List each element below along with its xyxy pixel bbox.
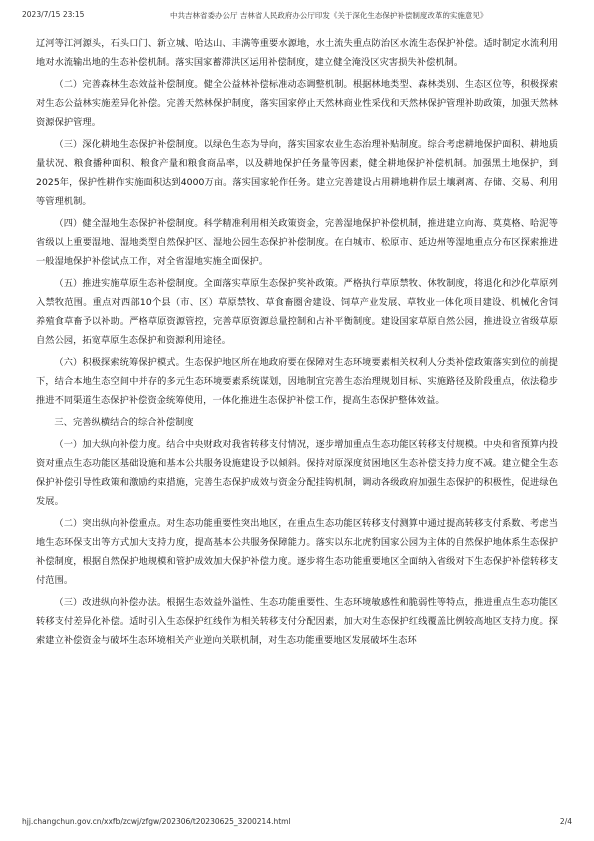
print-page-title: 中共吉林省委办公厅 吉林省人民政府办公厅印发《关于深化生态保护补偿制度改革的实施意见》 <box>170 11 488 20</box>
print-url: hjj.changchun.gov.cn/xxfb/zcwj/zfgw/202306/t20230625_3200214.html <box>22 817 291 826</box>
paragraph-vertical-focus: （二）突出纵向补偿重点。对生态功能重要性突出地区，在重点生态功能区转移支付测算中通过提高转移支付系数、考虑当地生态环保支出等方式加大支持力度，提高基本公共服务保障能力。落实以东北虎豹国家公园为主体的自然保护地体系生态保护补偿制度，根据自然保护地规模和管护成效加大保护补偿力度。逐步将生态功能重要地区全面纳入省级对下生态保护补偿转移支付范围。 <box>36 518 558 586</box>
print-timestamp: 2023/7/15 23:15 <box>22 10 85 19</box>
paragraph-integrated-protection: （六）积极探索统筹保护模式。生态保护地区所在地政府要在保障对生态环境要素相关权利人分类补偿政策落实到位的前提下，结合本地生态空间中并存的多元生态环境要素系统谋划，因地制宜完善生态治理规划目标、实施路径及阶段重点，依法稳步推进不同渠道生态保护补偿资金统筹使用，一体化推进生态保护补偿工作，提高生态保护整体效益。 <box>36 357 558 406</box>
paragraph-vertical-methods: （三）改进纵向补偿办法。根据生态效益外溢性、生态功能重要性、生态环境敏感性和脆弱性等特点，推进重点生态功能区转移支付差异化补偿。适时引入生态保护红线作为相关转移支付分配因素，加大对生态保护红线覆盖比例较高地区支持力度。探索建立补偿资金与破坏生态环境相关产业逆向关联机制，对生态功能重要地区发展破坏生态环 <box>36 597 558 646</box>
paragraph-vertical-intensity: （一）加大纵向补偿力度。结合中央财政对我省转移支付情况，逐步增加重点生态功能区转移支付规模。中央和省预算内投资对重点生态功能区基础设施和基本公共服务设施建设予以倾斜。保持对原深度贫困地区生态补偿支持力度不减。建立健全生态保护补偿引导性政策和激励约束措施，完善生态保护成效与资金分配挂钩机制，调动各级政府加强生态保护的积极性，促进绿色发展。 <box>36 439 558 507</box>
paragraph-wetland-compensation: （四）健全湿地生态保护补偿制度。科学精准利用相关政策资金，完善湿地保护补偿机制，推进建立向海、莫莫格、哈泥等省级以上重要湿地、湿地类型自然保护区、湿地公园生态保护补偿制度。在白城市、松原市、延边州等湿地重点分布区探索推进一般湿地保护补偿试点工作，对全省湿地实施全面保护。 <box>36 218 558 267</box>
print-header <box>22 10 572 24</box>
paragraph-forest-compensation: （二）完善森林生态效益补偿制度。健全公益林补偿标准动态调整机制。根据林地类型、森林类别、生态区位等，积极探索对生态公益林实施差异化补偿。完善天然林保护制度，落实国家停止天然林商业性采伐和天然林保护管理补助政策，加强天然林资源保护管理。 <box>36 79 558 128</box>
document-body <box>36 34 558 653</box>
paragraph-farmland-compensation: （三）深化耕地生态保护补偿制度。以绿色生态为导向，落实国家农业生态治理补贴制度。综合考虑耕地保护面积、耕地质量状况、粮食播种面积、粮食产量和粮食商品率，以及耕地保护任务量等因素，健全耕地保护补偿机制。加强黑土地保护，到2025年，保护性耕作实施面积达到4000万亩。落实国家轮作任务。建立完善建设占用耕地耕作层土壤剥离、存储、交易、利用等管理机制。 <box>36 139 558 207</box>
paragraph-continuation: 辽河等江河源头，石头口门、新立城、哈达山、丰满等重要水源地，水土流失重点防治区水流生态保护补偿。适时制定水流利用地对水流输出地的生态补偿机制。落实国家蓄滞洪区运用补偿制度，建立健全淹没区灾害损失补偿机制。 <box>36 38 558 68</box>
section-heading-three: 三、完善纵横结合的综合补偿制度 <box>54 417 194 428</box>
page-number: 2/4 <box>559 817 572 826</box>
paragraph-grassland-compensation: （五）推进实施草原生态补偿制度。全面落实草原生态保护奖补政策。严格执行草原禁牧、休牧制度，将退化和沙化草原列入禁牧范围。重点对西部10个县（市、区）草原禁牧、草食畜圈舍建设、饲草产业发展、草牧业一体化项目建设、机械化舍饲养殖食草畜予以补助。严格草原资源管控，完善草原资源总量控制和占补平衡制度。建设国家草原自然公园，推进设立省级草原自然公园，拓宽草原生态保护和资源利用途径。 <box>36 278 558 346</box>
print-footer <box>22 817 572 831</box>
